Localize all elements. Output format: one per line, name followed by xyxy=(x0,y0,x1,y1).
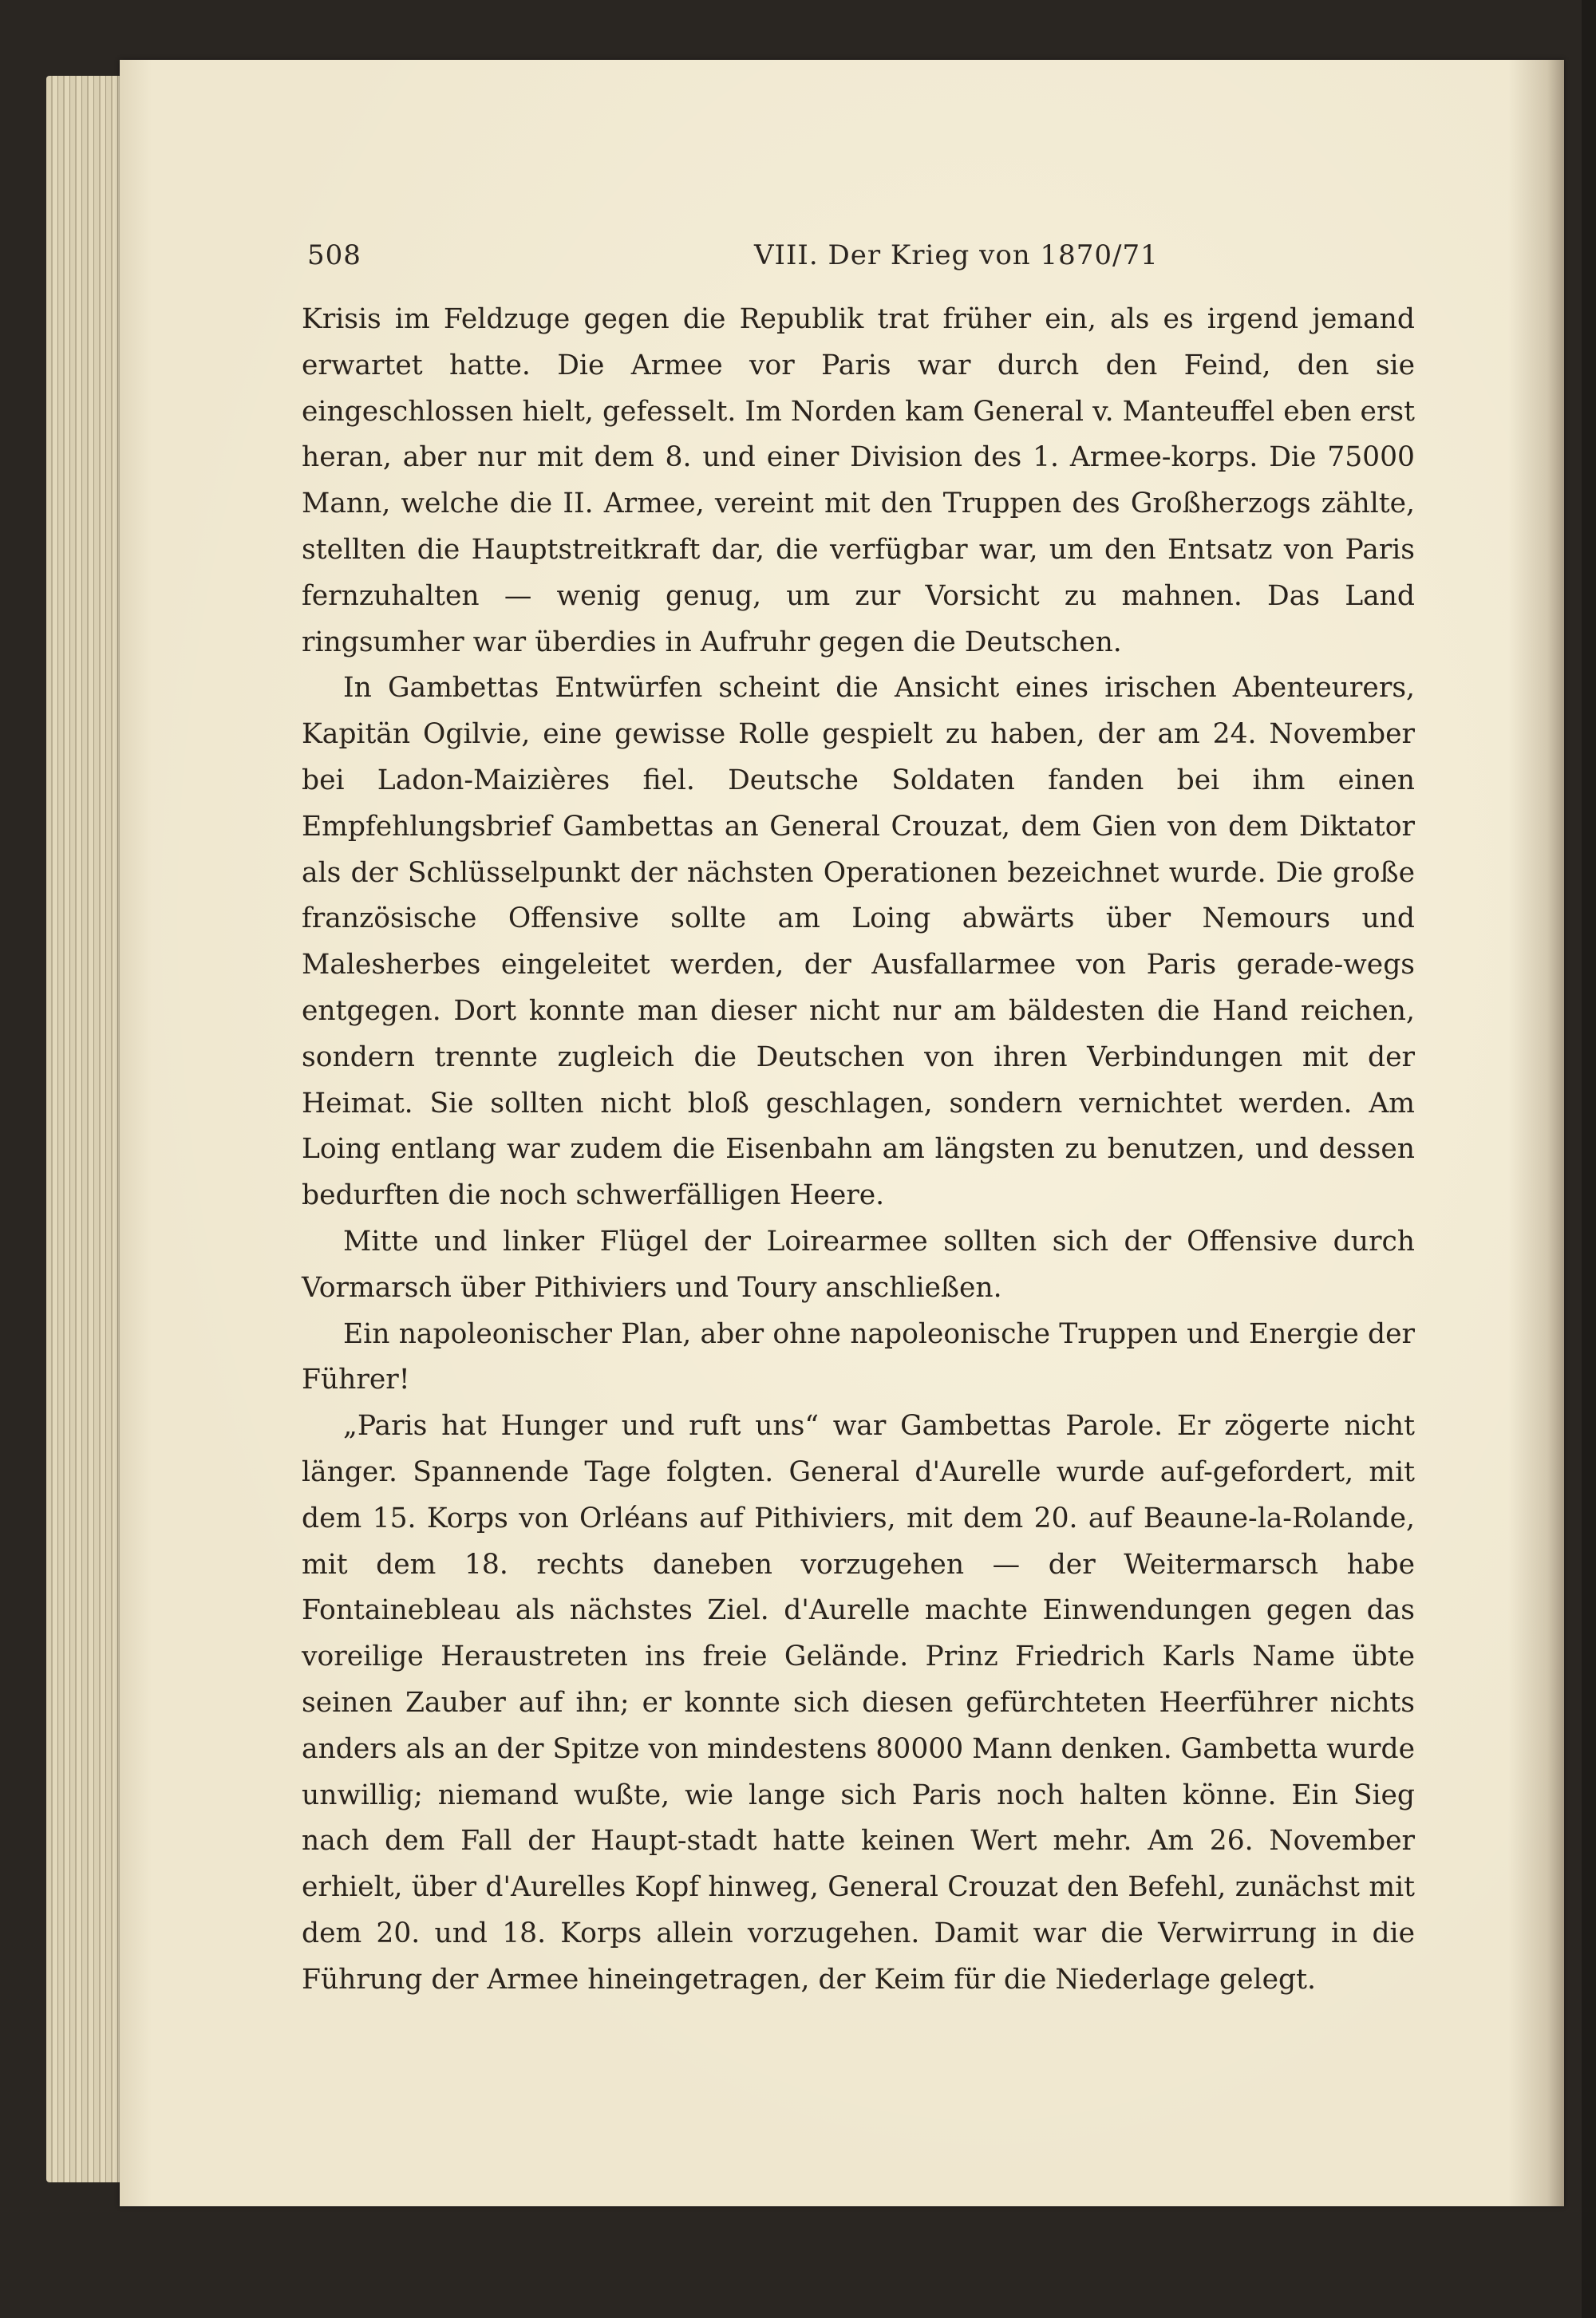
body-text xyxy=(302,297,1415,2003)
paragraph-5: „Paris hat Hunger und ruft uns“ war Gambettas Parole. Er zögerte nicht länger. Spannende Tage folgten. General d'Aurelle wurde auf-gefordert, mit dem 15. Korps von Orléans auf Pithiviers, mit dem 20. auf Beaune-la-Rolande, mit dem 18. rechts daneben vorzugehen — der Weitermarsch habe Fontainebleau als nächstes Ziel. d'Aurelle machte Einwendungen gegen das voreilige Heraustreten ins freie Gelände. Prinz Friedrich Karls Name übte seinen Zauber auf ihn; er konnte sich diesen gefürchteten Heerführer nichts anders als an der Spitze von mindestens 80000 Mann denken. Gambetta wurde unwillig; niemand wußte, wie lange sich Paris noch halten könne. Ein Sieg nach dem Fall der Haupt-stadt hatte keinen Wert mehr. Am 26. November erhielt, über d'Aurelles Kopf hinweg, General Crouzat den Befehl, zunächst mit dem 20. und 18. Korps allein vorzugehen. Damit war die Verwirrung in die Führung der Armee hineingetragen, der Keim für die Niederlage gelegt. xyxy=(302,1410,1415,1996)
paragraph-3: Mitte und linker Flügel der Loirearmee sollten sich der Offensive durch Vormarsch über Pithiviers und Toury anschließen. xyxy=(302,1225,1415,1304)
paragraph-2: In Gambettas Entwürfen scheint die Ansicht eines irischen Abenteurers, Kapitän Ogilvie, eine gewisse Rolle gespielt zu haben, der am 24. November bei Ladon-Maizières fiel. Deutsche Soldaten fanden bei ihm einen Empfehlungsbrief Gambettas an General Crouzat, dem Gien von dem Diktator als der Schlüsselpunkt der nächsten Operationen bezeichnet wurde. Die große französische Offensive sollte am Loing abwärts über Nemours und Malesherbes eingeleitet werden, der Ausfallarmee von Paris gerade-wegs entgegen. Dort konnte man dieser nicht nur am bäldesten die Hand reichen, sondern trennte zugleich die Deutschen von ihren Verbindungen mit der Heimat. Sie sollten nicht bloß geschlagen, sondern vernichtet werden. Am Loing entlang war zudem die Eisenbahn am längsten zu benutzen, und dessen bedurften die noch schwerfälligen Heere. xyxy=(302,672,1415,1212)
page-number: 508 xyxy=(307,239,361,271)
page-header xyxy=(307,239,1159,279)
paragraph-4: Ein napoleonischer Plan, aber ohne napoleonische Truppen und Energie der Führer! xyxy=(302,1317,1415,1396)
scan-border xyxy=(1582,0,1596,2318)
running-title: VIII. Der Krieg von 1870/71 xyxy=(754,239,1159,271)
page-gutter-shadow xyxy=(1508,60,1564,2206)
paragraph-1: Krisis im Feldzuge gegen die Republik trat früher ein, als es irgend jemand erwartet hatte. Die Armee vor Paris war durch den Feind, den sie eingeschlossen hielt, gefesselt. Im Norden kam General v. Manteuffel eben erst heran, aber nur mit dem 8. und einer Division des 1. Armee-korps. Die 75000 Mann, welche die II. Armee, vereint mit den Truppen des Großherzogs zählte, stellten die Hauptstreitkraft dar, die verfügbar war, um den Entsatz von Paris fernzuhalten — wenig genug, um zur Vorsicht zu mahnen. Das Land ringsumher war überdies in Aufruhr gegen die Deutschen. xyxy=(302,303,1415,658)
